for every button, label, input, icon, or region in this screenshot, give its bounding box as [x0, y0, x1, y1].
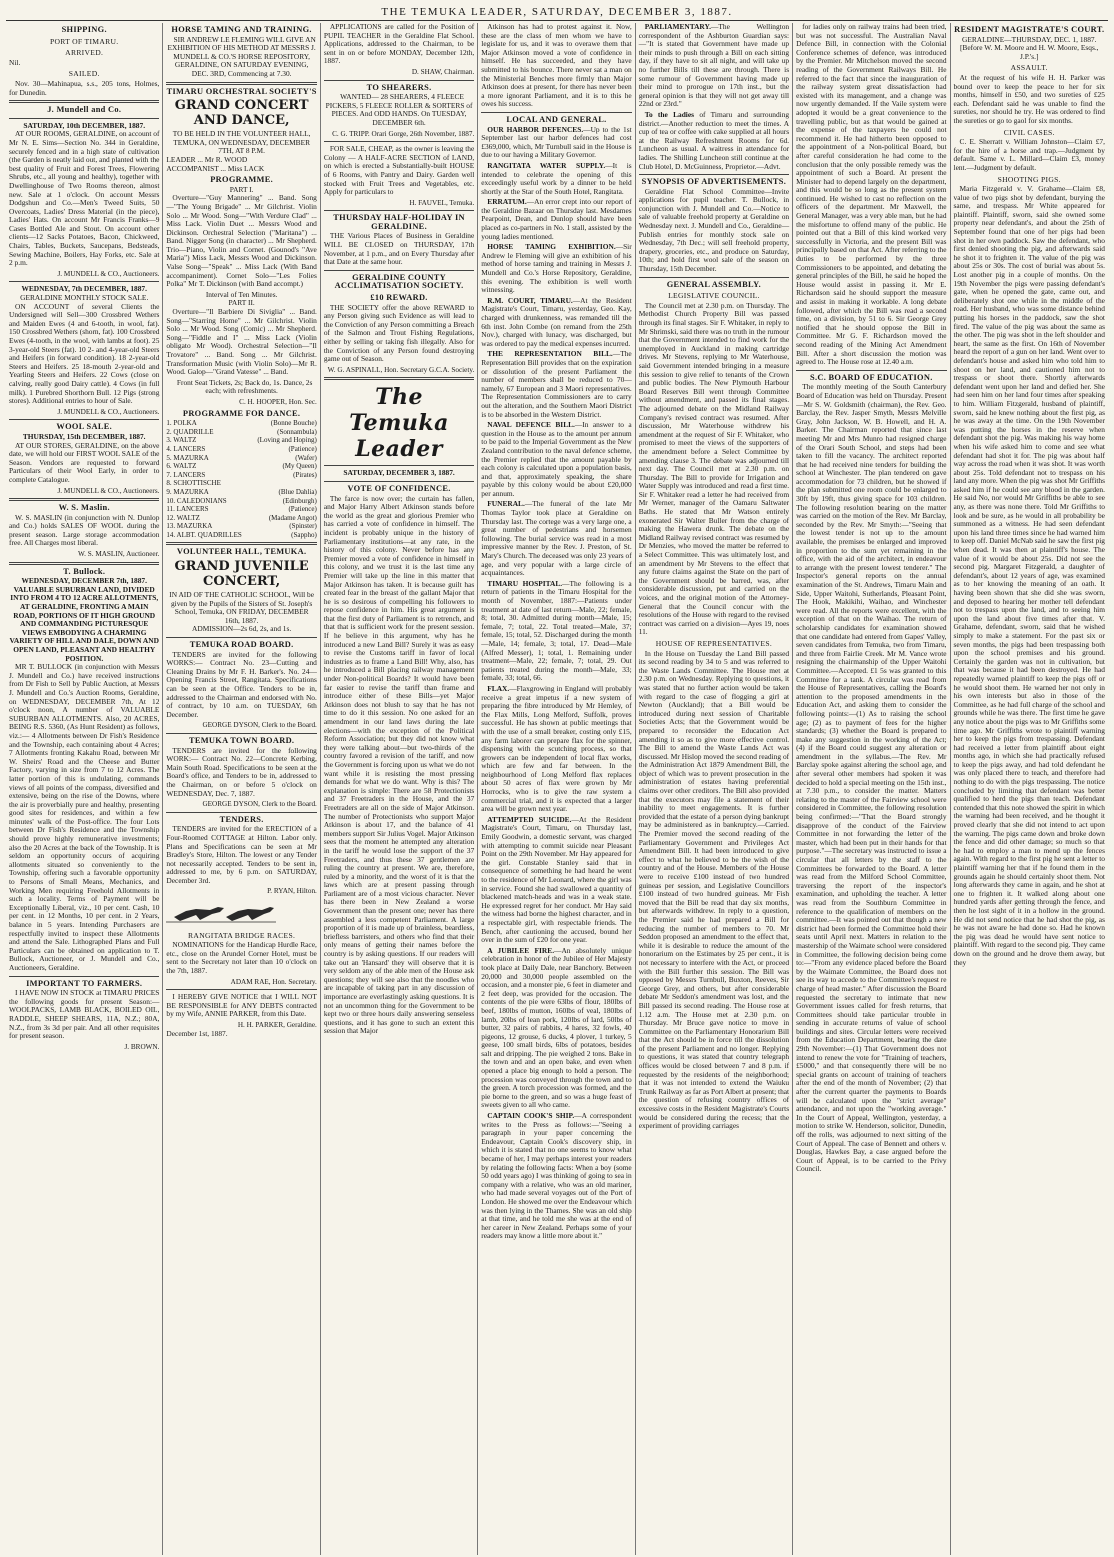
editorial-heading: VOTE OF CONFIDENCE. — [347, 483, 451, 493]
divider — [481, 112, 631, 113]
column-3 — [321, 23, 478, 1555]
farmers-text: I HAVE NOW IN STOCK at TIMARU PRICES the following goods for present Season:— WOOLPACKS, LAMB BLACK, BOILED OIL, RADDLE, SHEEP SHEARS, 11A, N.Z.; 80A, N.Z., from 3s 3d per pair. And all other requisites for present season. — [9, 988, 160, 1041]
dance-item — [166, 419, 316, 428]
news-paragraph — [481, 162, 631, 196]
column-7 — [951, 23, 1108, 1555]
dance-item — [166, 479, 316, 488]
news-paragraph — [481, 1112, 631, 1241]
paragraph-text: —At the Resident Magistrate's Court, Timaru, on Thursday last, Emily Goodwin, a domestic servant, was charged with attempting to commit suicide near Pleasant Point on the 29th November. Mr Hay appeared for the girl. Constable Stanley said that in consequence of something he had heard he went to the residence of Mr Leonard, where the girl was in service. Found she had swallowed a quantity of blackened match-heads and was in a weak state. He expressed regret for her conduct. Mr Hay said the witness had borne the highest character, and in a respectable girl, with respectable friends. The Bench, after cautioning the accused, bound her over in the sum of £20 for one year. — [481, 814, 632, 945]
tenders-text: TENDERS are invited for the ERECTION of a Four-Roomed COTTAGE at Hilton. Labor only. Plans and Specifications can be seen at Mr Bradley's Store, Hilton. The lowest or any Tender not necessarily accepted. Tenders to be sent in, addressed to me, by 6 p.m. on SATURDAY, December 3rd. — [166, 824, 317, 885]
divider — [9, 976, 159, 977]
paragraph-caption: To the Ladies — [644, 109, 695, 119]
sailed-heading: SAILED. — [68, 69, 100, 79]
dance-item — [166, 505, 316, 514]
paragraph-text: —Up to the 1st September last our harbor defences had cost £369,000, which, Mr Turnbull said in the House is due to our having a Military Governor. — [481, 124, 632, 160]
concert-banner: GRAND CONCERT AND DANCE, — [174, 98, 309, 129]
news-paragraph — [481, 243, 631, 295]
newspaper-title: The Temuka Leader — [349, 384, 449, 463]
synopsis-text: Geraldine Flat School Committee—Invite applications for pupil teacher. T. Bullock, in conjunction with J. Mundell and Co.—Notice to sale of valuable freehold property at Geraldine on Wednesday next. J. Mundell and Co., Geraldine—Publish entries for monthly stock sale on Wednesday, 7th Dec.; will sell freehold property, drapery, groceries, etc., and produce on Saturday, 10th; and hold first wool sale of the season on Thursday, 15th December. — [638, 186, 790, 274]
dance-name: 11. LANCERS — [166, 505, 209, 514]
bullock-text: MR T. BULLOCK (in conjunction with Messrs J. Mundell and Co.) have received instructions from Dr Fish to Sell by Public Auction, at Messrs J. Mundell and Co.'s Auction Rooms, Geraldine, on WEDNESDAY, DECEMBER 7th, At 12 o'clock noon, A number of VALUABLE SUBURBAN ALLOTMENTS. Also, 20 ACRES, BEING R.S. 5360, (As Hunt Resident) as follows, viz.:— 4 Allotments between Dr Fish's Residence and the Township, each containing about 4 Acres; 7 Allotments fronting Kakahu Road, between Mr W. Sheirs' Road and the Cheese and Butter Factory, varying in size from 7 to 12 Acres. The latter portion of this is undulating, commands views of all points of the compass, diversified and extensive, being on the rise of the Downs, where the air is proverbially pure and healthy, presenting good sites for residences, and within a few minutes' walk of the Post-office. The four Lots between Dr Fish's Residence and the Township should prove highly remunerative investments; also the 20 Acres at the back of the Township. It is seldom an opportunity occurs of acquiring allotments situated so conveniently to the Township, offering such a favorable opportunity to Persons of Small Means, Mechanics, and Working Men requiring Freehold Allotments in such a locality. Terms of Payment will be Exceptionally Liberal, viz., 10 per cent. Cash, 10 per cent. in 12 Months, 10 per cent. in 2 Years, balance in 5 years. Intending Purchasers are respectfully invited to inspect these Allotments and attend the Sale. Lithographed Plans and Full Particulars can be obtained on application to T. Bullock, Auctioneer, or J. Mundell and Co., Auctioneers, Geraldine. — [9, 662, 160, 972]
dance-name: 7. LANCERS — [166, 470, 206, 479]
dance-tune: (Loving and Hoping) — [257, 436, 317, 445]
divider — [324, 465, 474, 466]
townboard-heading: TEMUKA TOWN BOARD. — [188, 735, 295, 745]
court-bench: [Before W. M. Moore and H. W. Moore, Esqs., J.P.'s.] — [959, 43, 1099, 61]
programme-items: Overture—"Il Barbiere Di Siviglia" ... Band. Song—"Starring Home" ... Mr Gilchrist. Violin Solo ... Mr Wood. Song (Comic) ... Mr Shepherd. Song—"Fiddle and I" ... Miss Lack (Violin obligato Mr Wood). Orchestral Selection—"Il Trovatore" ... Band. Song ... Mr Gilchrist. Transformation Music (with Violin Solo)—Mr R. Wood. Galop—"Grand Vatesse" ... Band. — [166, 307, 317, 377]
column-2 — [163, 23, 320, 1555]
pigs-text: Maria Fitzgerald v. V. Grahame—Claim £8, value of two pigs shot by defendant, burying the same, and trespass. Mr White appeared for plaintiff. Plaintiff, sworn, said she owned some property near defendant's, and about the 25th of September found that one of her pigs had been shot in her own paddock. Saw the defendant, who first denied shooting the pig, and afterwards said he shot it to frighten it. The value of the pig was about 25s or 30s. The cost of burial was about 5s. Lost another pig in a couple of months. On the 19th November the pigs were passing defendant's gate, when he opened the gate, came out, and deliberately shot one while in the middle of the road. Her husband, who was some distance behind putting his horses in the paddock, saw the shot fired. The value of the pig was about the same as the other. The pig was shot in the left shoulder and heart, the same as the first. On 16th of November heard the report of a gun on her land. Went over to defendant's house and asked him who told him to shoot on her land, and cautioned him not to trespass or shoot there. Shortly afterwards defendant went upon her land and defied her. She had seen him on her land four times after speaking to him. William Fitzgerald, husband of plaintiff, sworn, said he knew nothing about the first pig, as he was away at the time. On the 19th November was putting the horses in the reserve when defendant shot the pig. Was making his way home when his wife asked him to come and see what defendant had shot it for. The pig was about half way across the road when it was shot. It was worth about 25s. Told defendant not to trespass on his land any more. When the pig was shot Mr Griffiths asked him if he could see any blood in the garden. He said No, nor would Mr Griffiths be able to see any, as there was none there. Told Mr Griffiths to look and be sure, as he would in all probability be summoned as a witness. He had seen defendant upon his land three times since he had warned him to keep off. Daniel McNab said he saw the first pig when dead. It was then at plaintiff's house. The value of it would be about 25s. Did not see the second pig. Margaret Fitzgerald, a daughter of defendant's, about 12 years of age, was examined as to her knowing the meaning of an oath. It having been shown that she did she was sworn, and deposed to hearing her mother tell defendant not to trespass upon the land, and to seeing him upon the land about five times after that. V. Grahame, defendant, sworn, said that he wished simply to make a statement. For the past six or seven months, the pigs had been trespassing both upon the school premises and his ground. Certainly the garden was not in cultivation, but that was because it had been destroyed. He had repeatedly warned plaintiff to keep the pigs off or he would shoot them. He warned her not only in his own interests but also in those of the Committee, as he had full charge of the school and grounds while he was there. The first time he gave any notice about the pigs was to Mr Griffiths some time ago. Mr Griffiths wrote to plaintiff warning her to keep the pigs from trespassing. Defendant had received a letter from plaintiff about eight months ago, in which she had practically refused to keep the pigs away, and had told defendant he was only placed there to teach, and therefore had nothing to do with the pigs trespassing. The notice concluded by limiting that defendant was better qualified to herd the pigs than teach. Defendant contended that this note showed the spirit in which the warning had been received, and he thought it proved clearly that she did not intend to act upon the warning. The pigs came down and broke down the fence and did other damage; so much so that he had to employ a man to mend up the fences again. With regard to the first pig he sent a letter to plaintiff warning her that if he found them in the grounds again he should certainly shoot them. Not long afterwards they came in again, and he shot at one to frighten it. It walked along about one hundred yards after getting through the fence, and then he lost sight of it in a hollow in the ground. He did not send notice that he had shot the pig, as he was not aware he had done so. Had he known the pig was dead he would have sent notice to plaintiff. With regard to the second pig. They came down on the ground and he drove them away, but they — [953, 184, 1105, 967]
news-paragraph — [481, 685, 631, 814]
dance-name: 10. CALEDONIANS — [166, 496, 227, 505]
paragraph-caption: FLAX. — [487, 683, 510, 693]
news-paragraph — [639, 23, 789, 109]
dance-name: 2. QUADRILLE — [166, 427, 214, 436]
news-paragraph — [481, 816, 631, 945]
advertiser-heading: W. S. Maslin. — [58, 503, 110, 513]
news-paragraph — [481, 126, 631, 160]
interval-note: Interval of Ten Minutes. — [205, 289, 278, 299]
dance-name: 14. ALBT. QUADRILLES — [166, 530, 242, 539]
signature: J. BROWN. — [124, 1042, 160, 1051]
sale-text: ON ACCOUNT of several Clients the Undersigned will Sell—300 Crossbred Wethers and Maiden Ewes (4 and 6-tooth, in wool, fat). 150 Crossbred Wethers (shorn, fat). 100 Crossbred Ewes (4-tooth, in the wool, with lambs at foot). 25 3-year-old Steers (fat). 10 2- and 4-year-old Steers and Heifers (in forward condition). 18 2-year-old Steers and Heifers. 25 18-mouth 2-year-old and Yearling Steers and Heifers. 22 Cows (close on calving, really good Dairy cattle). 4 Cows (in full milk). 1 Purebred Shorthorn Bull. 12 Pigs (strong stores). Additional entries to hour of Sale. — [9, 301, 160, 406]
dance-tune: (Patience) — [288, 444, 317, 453]
divider — [9, 100, 159, 103]
paragraph-caption: A JUBILEE FIRE. — [487, 945, 555, 955]
sale-date: WEDNESDAY, 7th DECEMBER, 1887. — [21, 284, 147, 294]
dance-item — [166, 462, 316, 471]
paragraph-text: —Flaxgrowing in England will probably receive a great impetus if a new system of preparing the fibre introduced by Mr Hemley, of the Flax Mills, Long Melford, Suffolk, proves successful. He has shown at public meetings that with the use of a small breaker, costing only £15, any farm laborer can prepare flax for the spinner, dispensing with the scutching process, so that growers can be independent of local flax works, which are few and far between. In the neighbourhood of Long Melford flax replaces about 50 acres of flax were grown by Mr Horrocks, who is to give the raw system a commercial trial, and it is expected that a larger area will be grown next year. — [481, 683, 632, 814]
assembly-heading: GENERAL ASSEMBLY. — [666, 279, 762, 289]
assault-text: At the request of his wife H. H. Parker was bound over to keep the peace to her for six months, himself in £50, and two sureties of £25 each. Defendant said he was unable to find the sureties, nor should he try. He was ordered to find the sureties or go to gaol for six months. — [953, 72, 1105, 125]
dance-item — [166, 497, 316, 506]
divider — [324, 141, 474, 142]
signature: ADAM RAE, Hon. Secretary. — [230, 977, 317, 986]
court-heading: RESIDENT MAGISTRATE'S COURT. — [954, 25, 1105, 34]
horse-text: SIR ANDREW LE FLEMING WILL GIVE AN EXHIBITION OF HIS METHOD AT MESSRS J. MUNDELL & CO.'S HORSE REPOSITORY, GERALDINE, ON SATURDAY EVENING, DEC. 3RD, Commencing at 7.30. — [167, 34, 316, 78]
orchestral-heading: TIMARU ORCHESTRAL SOCIETY'S — [166, 86, 317, 96]
dance-tune: (Blue Dahlia) — [278, 487, 317, 496]
sale-date: THURSDAY, 15th DECEMBER, 1887. — [22, 431, 146, 441]
signature: W. G. ASPINALL, Hon. Secretary G.C.A. Society. — [327, 365, 475, 374]
paragraph-caption: FUNERAL. — [487, 499, 525, 509]
port-heading: PORT OF TIMARU. — [49, 36, 119, 46]
dance-name: 12. WALTZ — [166, 513, 200, 522]
dance-item — [166, 428, 316, 437]
divider — [324, 481, 474, 482]
signature: H. H. PARKER, Geraldine. — [237, 1021, 317, 1029]
dance-tune: (Pirates) — [293, 470, 317, 479]
civil-text: C. E. Sherratt v. William Johnston—Claim £7, for the hire of a horse and trap.—Judgment by default. Same v. L. Millard—Claim £3, money lent.—Judgment by default. — [953, 137, 1105, 172]
signature: J. MUNDELL & CO., Auctioneers. — [57, 486, 160, 495]
paragraph-text: of Timaru and surrounding district.—Another reduction to meet the times. A cup of tea or coffee with cake supplied at all hours at the Railway Refreshment Rooms for 6d. Luncheon as usual. A waitress in attendance for ladies. The Shilling Luncheon still continue at the Club Hotel, D. McGuinness, Proprietor.—Advt. — [638, 109, 790, 171]
dance-name: 13. MAZURKA — [166, 522, 213, 531]
paragraph-text: —An absolutely unique celebration in honor of the Jubilee of Her Majesty took place at Daily Dale, near Banchory. Between 20,000 and 30,000 people assembled on the occasion, and a monster pie, 6 feet in diameter and 2 feet deep, was provided for the occasion. The contents of the pie were 63lbs of flour, 180lbs of beef, 180lbs of mutton, 160lbs of veal, 180lbs of lamb, 20lbs of lean pork, 120lbs of lard, 50lbs of butter, 32 pairs of rabbits, 4 hares, 32 fowls, 40 pigeons, 12 grouse, 6 ducks, 4 plover, 1 turkey, 5 geese, 100 small birds, 6lbs of potatoes, besides salt and dripping. The pie weighed 2 tons. Bake in the town and and an open bake, and even when opened a place big enough to hold a person. The procession was conveyed through the town and to the green. A torch procession was formed, and the pie borne to the green, and so was a huge feast of sweets given to all who came. — [481, 945, 632, 1110]
news-paragraph — [481, 198, 631, 241]
pigs-heading: SHOOTING PIGS. — [997, 174, 1061, 184]
dance-name: 3. WALTZ — [166, 436, 197, 445]
part-heading: PART I. — [229, 184, 254, 194]
signature: C. H. HOOPER, Hon. Sec. — [239, 397, 317, 406]
divider — [166, 542, 316, 545]
news-paragraph — [481, 297, 631, 349]
pupil-teacher-text: APPLICATIONS are called for the Position of PUPIL TEACHER in the Geraldine Flat School. Applications, addressed to the Chairman, to be sent in on or before MONDAY, December 12th, 1887. — [323, 23, 475, 66]
signature: GEORGE DYSON, Clerk to the Board. — [202, 800, 317, 809]
civil-heading: CIVIL CASES. — [1003, 127, 1055, 137]
dance-name: 6. WALTZ — [166, 462, 197, 471]
dance-item — [166, 488, 316, 497]
dance-item — [166, 514, 316, 523]
sale-heading: GERALDINE MONTHLY STOCK SALE. — [20, 293, 149, 303]
paragraph-text: —The Representation Bill provides that on the expiration or dissolution of the present Parliament the number of members shall be reduced to 70—namely, 67 European and 3 Maori representatives. The Representation Commissioners are to carry out the alteration, and the Southern Maori District is to be absorbed in the Western District. — [481, 349, 632, 419]
paragraph-caption: ATTEMPTED SUICIDE. — [487, 814, 572, 824]
programme-items: Overture—"Guy Mannering" ... Band. Song—"The Young Brigade" ... Mr Gilchrist. Violin Solo ... Mr Wood. Song—"With Verdure Clad" ... Miss Lack. Violin Duet ... Messrs Wood and Dickinson. Orchestral Selection ("Maritana") ... Band. Nigger Song (in character) ... Mr Shepherd. Trio—Piano, Violin and Cornet. (Gounod's "Ave Maria") Miss Lack, Messrs Wood and Dickinson. Valse Song—"Speak" ... Miss Lack (With Band accompaniment). Cornet Solo—"Les Folies Polka" Mr T. Dickinson (with Band accompt.) — [166, 193, 317, 289]
juvenile-text: IN AID OF THE CATHOLIC SCHOOL, Will be given by the Pupils of the Sisters of St. Joseph's School, Temuka, ON FRIDAY, DECEMBER 16th, 1887. — [169, 590, 315, 625]
paragraph-caption: CAPTAIN COOK'S SHIP. — [487, 1111, 575, 1121]
editorial-continued: Atkinson has had to protest against it. Now, these are the class of men whom we have to legislate for us, and it was to overawe them that Major Atkinson moved a vote of confidence in himself. He has succeeded, and they have submitted to his bounce. There never sat a man on the Ministerial Benches more firmly than Major Atkinson does at present, for there has never been a more ignorant Parliament, and it is to this he owes his success. — [481, 23, 632, 109]
holiday-heading: THURSDAY HALF-HOLIDAY IN GERALDINE. — [333, 213, 465, 231]
paragraph-caption: OUR HARBOR DEFENCES. — [487, 124, 584, 134]
maslin-text: W. S. MASLIN (in conjunction with N. Dunlop and Co.) holds SALES OF WOOL during the present season. Large storage accommodation free. All Charges most liberal. — [9, 512, 160, 548]
board-text: The monthly meeting of the South Canterbury Board of Education was held on Thursday. Present—Mr S. W. Goldsmith (chairman), the Rev. Geo. Barclay, the Rev. Jasper Smyth, Messrs Melville Gray, John Jackson, W. B. Howell, and H. A. Barker. The Chairman reported that since last meeting Mr and Mrs Munro had resigned charge of the Orari South School, and steps had been taken to fill the vacancy. The architect reported that he had received nine tenders for building the school at Winchester. The plan tendered on gave accommodation for 73 children, but he showed if the plan submitted one room could be enlarged to 30ft by 19ft, thus giving space for 103 children. The following resolution bearing on the matter was carried on the motion of the Rev. Mr Barclay, seconded by the Rev. Mr Smyth:—"Seeing that the lowest tender is not up to the amount available, the premises be enlarged and improved in proportion to the sum yet remaining in the office, with the aid of the architect, in endeavour to arrange with the present lowest tenderer." The Inspector's general reports on the annual examination of the St. Andrews, Timaru Main and Side, Upper Waitohi, Sutherlands, Pleasant Point, The Hook, Makikihi, Waihao, and Winchester were read. All the reports were excellent, with the exception of that on the Waihao. The return of scholarship candidates for examination showed that one candidate had entered from Gapes' Valley, seven candidates from Temuka, two from Timaru, and three from Fairlie Creek. Mr M. Vance wrote resigning the chairmanship of the Upper Waitohi Committee.—Accepted. £1 5s was granted to this Committee for a tank. A circular was read from the House of Representatives, calling the Board's attention to the proposed amendments in the Education Act, and asking them to consider the following points:—(1) As to raising the school age; (2) as to payment of fees for the higher standards; (3) whether the Board is prepared to make any suggestion in the working of the Act; (4) if the Board could suggest any alteration or amendment in the syllabus.—The Rev. Mr Barclay spoke against altering the school age, and after several other members had spoken it was decided to hold a special meeting on the 15th inst., at 7.30 p.m., to consider the matter. Matters relating to the master of the Fairview school were considered in Committee, the following resolution being confirmed:—"That the Board strongly disapprove of the conduct of the Fairview Committee in not forwarding the letter of the master, which had been put in their hands for that purpose."—The secretary was instructed to issue a circular that all letters by the staff to the Committees be forwarded to the Board. A letter was read from the Milford School Committee, traversing the report of the inspector's examination, and upholding the teacher. A letter was read from the Southburn Committee in reference to the qualification of members on the committee.—It was pointed out that though a new district had been formed the Committee hold their seats until April next. Matters in relation to the mastership of the Waimate school were considered in Committee, the following decision being come to:—"From any evidence placed before the Board by the Waimate Committee, the Board does not see its way to accede to the Committee's request re charge of head master." After discussion the Board requested the secretary to intimate that new Government issues called for fresh returns, that Committees should take particular trouble in sending in accurate returns of value of school buildings and sites. Circular letters were received from the Education Department, bearing the date 29th November:—(1) That Government does not intend to renew the vote for "Training of teachers, £5000," and that consequently there will be no special grants on account of training of teachers after the end of the month of November; (2) that after the current quarter the payments to Boards will be calculated upon the "strict average" attendance, and not upon the "working average." In the Court of Appeal, Wellington, yesterday, a motion to strike W. Henderson, solicitor, Dunedin, off the rolls, was adjourned to next sitting of the Court of Appeal. The case of Bennett and others v. Douglas, Hawkes Bay, a case argued before the Court of Appeal, is to be carried to the Privy Council. — [796, 382, 947, 1174]
tickets-text: Front Seat Tickets, 2s; Back do, 1s. Dance, 2s each; with refreshments. — [176, 377, 313, 396]
signature: J. MUNDELL & CO., Auctioneers. — [57, 407, 160, 416]
council-text: The Council met at 2.30 p.m. on Thursday. The Methodist Church Property Bill was passed through its final stages. Sir F. Whitaker, in reply to Mr Shrimski, said there was no truth in the rumour that the Government intended to find work for the unemployed in Auckland in making cartridge drives. Mr Stevens, replying to Mr Waterhouse, said Government intended bringing in a measure this session to give relief to tenants of the Crown and public bodies. The New Plymouth Harbour Board Reserves Bill went through Committee without amendment, and passed its final stages. The adjourned debate on the Midland Railway Company's revised contract was resumed. After discussion, Mr Waterhouse withdrew his amendment at the request of Sir F. Whitaker, who promised to meet the views of the supporters of the amendment before a Select Committee by amending clause 3. The debate was adjourned till next day. The Council met at 2.30 p.m. on Thursday. The Bill to provide for Irrigation and Water Supply was introduced and read a first time. Sir F. Whitaker read a letter he had received from Mr Werner, manager of the Oamaru Saltwater Baths. He stated that Mr Watson entirely exonerated Sir Walter Buller from the charge of making the Hawera drunk. The debate on the Midland Railway revised contract was resumed by Dr Menzies, who moved the matter be referred to a Select Committee. This was ultimately lost, and an amendment by Mr Stevens to the effect that any future claims against the State on the part of the Government should be barred, was, after considerable discussion, put and carried on the voices, and the original motion of the Attorney-General that the Council concur with the resolutions of the House with regard to the revised contract was carried on a division—Ayes 19, noes 11. — [638, 300, 790, 637]
divider — [166, 989, 316, 990]
sale-text: AT OUR ROOMS, GERALDINE, on account of Mr N. E. Sims—Section No. 344 in Geraldine, securely fenced and in a high state of cultivation (the Garden is neatly laid out, and planted with the best quality of Fruit and Forest Trees, Flowering Shrubs, etc., all young and healthy), together with Dwellinghouse of Two Rooms thereon, almost new. Sale at 1 o'clock. On account Messrs Dodgshun and Co.—Men's Tweed Suits, 50 Overcoats, Ladies' Dress Material (in the piece), Ladies' Hats. On account Mr Francis Franks—9 Cases Bottled Ale and Stout. On account other clients—12 Sacks Potatoes, Bacon, Chickweed, Chairs, Tables, Buckets, Saucepans, Bedsteads, Sewing Machine, Boilers, Hay Forks, etc. Sale at 2 p.m. — [9, 129, 160, 268]
assault-heading: ASSAULT. — [1010, 63, 1048, 73]
column-4 — [478, 23, 635, 1555]
news-paragraph — [481, 580, 631, 683]
juvenile-heading: VOLUNTEER HALL, TEMUKA. — [176, 547, 307, 557]
notice-date: December 1st, 1887. — [166, 1028, 228, 1038]
paragraph-text: —An error crept into our report of the Geraldine Bazaar on Thursday last. Mesdames Pearpoint, Dean, and Dunlop should have been placed as co-partners in No. 1 stall, assisted by the young ladies mentioned. — [481, 197, 632, 241]
paragraph-caption: ERRATUM. — [487, 197, 527, 207]
dance-list — [166, 419, 316, 539]
divider — [639, 174, 789, 175]
signature: J. MUNDELL & CO., Auctioneers. — [57, 269, 160, 278]
house-text: In the House on Tuesday the Land Bill passed its second reading by 34 to 5 and was referred to the Waste Lands Committee. The House met at 2.30 p.m. on Wednesday. Replying to questions, it was stated that no further action would be taken with regard to the case of flogging a girl at Newton (Auckland); that a Bill would be introduced during next session of Charitable Societies Acts; that the Government would be prepared to reconsider the Education Act amending it so as to give more effective control. The Bill to amend the Waste Lands Act was discussed. Mr Hislop moved the second reading of the Administration Act 1879 Amendment Bill, the object of which was to prevent prosecution in the administration of estates having preferential claims over other creditors. The Bill also provided that the executors may file a statement of their inability to meet engagements. It is further provided that the estate of a person dying bankrupt may be administered as in bankruptcy.—Carried. The Premier moved the second reading of the Parliamentary Government and Privileges Act Amendment Bill. It had been introduced to give effect to what he believed to be the wish of the country and of the House. Members of the House were to receive £100 instead of two hundred guineas per session, and Legislative Councillors £100 instead of two hundred guineas. Mr Fish moved that the Bill be read that day six months, but afterwards withdrew. In reply to a question, the Premier said he had prepared a Bill for reducing the number of members to 70. Mr Seddon proposed an amendment to the effect that, while it is desirable to reduce the amount of the honorarium on the Estimates by 25 per cent., it is not necessary to interfere with the Act, or proceed with the Bill further this session. The Bill was opposed by Messrs Turnbull, Buxton, Reeves, Sir George Grey, and others, but after considerable debate Mr Seddon's amendment was lost, and the Bill passed its second reading. The House rose at 1.12 a.m. The House met at 2.30 p.m. on Thursday. Mr Bruce gave notice to move in Committee on the Parliamentary Honorarium Bill that the Act should be in force till the dissolution of the present Parliament and no longer. Replying to questions, it was stated that country telegraph offices would be closed between 7 and 8 p.m. if requested by the residents of the neighborhood; that it was not intended to extend the Waiuku Trunk Railway as far as Port Albert at present; that the question of refusing country offices of excessive costs in the Resident Magistrate's Courts would be considered during the recess; that the experiment of providing carriages — [638, 648, 790, 1131]
news-paragraph — [481, 350, 631, 419]
dance-name: 4. LANCERS — [166, 444, 206, 453]
paragraph-text: —At the Resident Magistrate's Court, Timaru, yesterday, Geo. Kay, charged with drunkenness, was remanded till the 6th inst. John Combe (on remand from the 25th Nov.), charged with lunacy, was discharged, but was ordered to pay the medical expenses incurred. — [481, 295, 632, 348]
divider — [9, 562, 159, 565]
paragraph-caption: R.M. COURT, TIMARU. — [487, 295, 573, 305]
dance-item — [166, 531, 316, 540]
shearers-heading: TO SHEARERS. — [366, 82, 432, 92]
paragraph-text: —In answer to a question in the House as to the amount per annum to be paid to the Imperial Government as the New Zealand contribution to the naval defence scheme, the Premier replied that the amount payable by each colony is calculated upon a population basis, and that, approximately speaking, the share payable by this colony would be about £20,000 per annum. — [481, 420, 632, 498]
paragraph-text: —The funeral of the late Mr Thomas Taylor took place at Geraldine on Thursday last. The cortege was a very large one, a great number of pedestrians and horsemen following. The burial service was read in a most impressive manner by the Rev. J. Preston, of St. Mary's Church. The deceased was only 23 years of age, and very popular with a large circle of acquaintances. — [481, 499, 632, 578]
divider — [166, 733, 316, 734]
reward-heading: £10 REWARD. — [370, 293, 428, 303]
column-5 — [636, 23, 793, 1555]
signature: C. G. TRIPP. Orari Gorge, 26th November, 1887. — [332, 129, 475, 138]
dance-tune: (Edinburgh) — [282, 496, 317, 505]
acclimatisation-heading: GERALDINE COUNTY ACCLIMATISATION SOCIETY. — [334, 272, 464, 291]
divider — [9, 281, 159, 282]
divider — [9, 419, 159, 420]
horse-heading: HORSE TAMING AND TRAINING. — [171, 25, 312, 34]
paragraph-text: —It is intended to celebrate the opening of this exceedingly useful work by a dinner to be held shortly at the Star of the South Hotel, Rangitata. — [481, 160, 632, 196]
arrived-text: Nil. — [9, 57, 21, 67]
paragraph-caption: TIMARU HOSPITAL. — [487, 578, 563, 588]
accompanist-line: ACCOMPANIST ... Miss LACK — [166, 163, 265, 173]
paragraph-text: —The following is a return of patients in the Timaru Hospital for the month of November, 1887:—Patients under treatment at date of last return—Male, 22; female, 8; total, 30. Admitted during month—Male, 15; female, 7; total, 22. Total treated—Male, 37; female, 15; total, 52. Discharged during the month—Male, 14; female, 3; total, 17. Dead—Male (Alfred Messer), 1; total, 1. Remaining under treatment—Male, 22; female, 7; total, 29. Out patients treated during the month—Male, 33; female, 33; total, 66. — [481, 578, 632, 683]
wool-text: AT OUR STORES, GERALDINE, on the above date, we will hold our FIRST WOOL SALE of the Season. Vendors are requested to forward Particulars of their Wool Early, in order to complete Catalogue. — [9, 440, 160, 484]
signature: H. FAUVEL, Temuka. — [409, 198, 475, 207]
divider — [324, 270, 474, 271]
arrived-heading: ARRIVED. — [65, 48, 104, 58]
wool-heading: WOOL SALE. — [56, 422, 112, 432]
dance-item — [166, 454, 316, 463]
column-6 — [793, 23, 950, 1555]
dance-tune: (Sappho) — [291, 530, 317, 539]
signature: D. SHAW, Chairman. — [411, 67, 475, 76]
divider — [9, 118, 159, 119]
divider — [9, 498, 159, 501]
news-paragraph — [481, 947, 631, 1110]
paragraph-caption: THE REPRESENTATION BILL. — [487, 349, 613, 359]
columns — [6, 23, 1108, 1555]
sailed-text: Nov. 30—Mahinapua, s.s., 205 tons, Holmes, for Dunedin. — [9, 78, 160, 97]
tenders-heading: TENDERS. — [219, 814, 264, 824]
divider — [324, 377, 474, 380]
admission-text: ADMISSION—2s 6d, 2s, and 1s. — [192, 624, 292, 634]
divider — [166, 812, 316, 813]
races-heading: RANGITATA BRIDGE RACES. — [188, 930, 296, 940]
dance-tune: (Bonne Bouche) — [270, 419, 317, 428]
signature: GEORGE DYSON, Clerk to the Board. — [202, 721, 317, 730]
house-continued: for ladies only on railway trains had been tried, but was not successful. The Australian Naval Defence Bill, in connection with the Colonial Conference schemes of defence, was introduced by the Premier. Mr Mitchelson moved the second reading of the Government Railways Bill. He referred to the fact that since the inauguration of the railway system great dissatisfaction had existed with its management, and a change was now urgently demanded. If the Vaile system were adopted it would be a great convenience to the travelling public, but as that would be gained at the expense of the taxpayers he could not recommend it. He had hitherto been opposed to the appointment of a Non-political Board, but after careful consideration he had come to the conclusion that the only possible remedy was the appointment of such a Board. At present the Minister had to depend largely on the department, and this would be so long as the present system continued. He wished to cast no reflection on the officers of the department. Mr Maxwell, the General Manager, was a very able man, but he had the misfortune to offend many of the public. He pointed out that a Bill of this kind worked very successfully in Victoria, and the present Bill was principally based on that Act. After referring to the duties to be performed by the three Commissioners to be appointed, and debating the general principles of the Bill, he said he hoped the House would assist in passing it. Mr E. Richardson said he should support the measure and assist in making it workable. A long debate followed, after which the Bill was read a second time, on a division, by 51 to 6. Sir George Grey notified that he should oppose the Bill in Committee. Mr G. F. Richardson moved the second reading of the Mining Act Amendment Bill. After a short discussion the motion was agreed to. The House rose at 12.40 a.m. — [796, 23, 947, 367]
sale-date: WEDNESDAY, DECEMBER 7th, 1887. — [21, 576, 147, 586]
farmers-heading: IMPORTANT TO FARMERS. — [26, 978, 143, 988]
board-heading: S.C. BOARD OF EDUCATION. — [810, 372, 933, 382]
dance-name: 9. MAZURKA — [166, 487, 209, 496]
paragraph-caption: NAVAL DEFENCE BILL. — [487, 420, 575, 430]
dance-tune: (Wafer) — [295, 453, 317, 462]
dance-tune: (Madame Angot) — [268, 513, 317, 522]
council-heading: LEGISLATIVE COUNCIL. — [668, 291, 760, 301]
dance-tune: (Sonnambula) — [277, 427, 317, 436]
column-1 — [6, 23, 163, 1555]
news-paragraph — [481, 421, 631, 498]
leader-line: LEADER ... Mr R. WOOD — [166, 154, 248, 164]
part-heading: PART II. — [228, 298, 255, 308]
races-text: NOMINATIONS for the Handicap Hurdle Race, etc., close on the Arundel Corner Hotel, must be sent to the Secretary not later than 10 o'clock on the 7th, 1887. — [166, 940, 317, 976]
local-heading: LOCAL AND GENERAL. — [506, 114, 607, 124]
notice-text: I HEREBY GIVE NOTICE that I WILL NOT BE RESPONSIBLE for ANY DEBTS contracted by my Wife, ANNIE PARKER, from this Date. — [166, 992, 317, 1019]
paragraph-text: —The Wellington correspondent of the Ashburton Guardian says:—"It is stated that Government have made up their minds to push through a Bill on each sitting day, if they have to sit all night, and will take up no further Bills till these are through. There is some rumour of Government having made up their mind to prorogue on 17th inst., but the general opinion is that they will not get away till 22nd or 23rd." — [638, 23, 790, 109]
paragraph-text: —Sir Andrew le Fleming will give an exhibition of his method of horse taming and training in Messrs J. Mundell and Co.'s Horse Repository, Geraldine, this evening. The exhibition is well worth witnessing. — [481, 242, 632, 295]
townboard-text: TENDERS are invited for the following WORK:— Contract No. 22—Concrete Kerbing, Main South Road. Specifications to be seen at the Board's office, and Tenders to be in, addressed to the Chairman, on or before 5 o'clock on WEDNESDAY, Dec. 7, 1887. — [166, 745, 317, 798]
roadboard-heading: TEMUKA ROAD BOARD. — [189, 640, 294, 650]
paragraph-text: —A correspondent writes to the Press as follows:—"Seeing a paragraph in your paper concerning the Endeavour, Captain Cook's discovery ship, in which it is stated that no one seems to know what became of her, I may perhaps interest your readers by relating the following facts: When a boy (some 50 odd years ago) I was thinking of going to sea in company with a relative, who was an old mariner, who had made several voyages out of the Port of London. He showed me over the Endeavour which was then lying in the Thames. She was an old ship at that time, and he told me she was at the end of her career in New Zealand. Perhaps some of your readers may know a little more about it." — [481, 1111, 632, 1241]
juvenile-banner: GRAND JUVENILE CONCERT, — [174, 559, 309, 590]
local-items — [481, 126, 631, 1241]
dance-item — [166, 471, 316, 480]
dance-item — [166, 522, 316, 531]
concert-venue: TO BE HELD IN THE VOLUNTEER HALL, TEMUKA, ON WEDNESDAY, DECEMBER 7TH, AT 8 P.M. — [172, 129, 311, 156]
dance-name: 5. MAZURKA — [166, 453, 209, 462]
dance-name: 8. SCHOTTISCHE — [166, 479, 221, 488]
dance-heading: PROGRAMME FOR DANCE. — [182, 408, 301, 418]
dance-tune: (My Queen) — [282, 462, 317, 471]
paragraph-caption: RANGITATA WATER SUPPLY. — [487, 160, 606, 170]
racehorse-illustration-icon — [166, 899, 276, 923]
land-heading: VALUABLE SUBURBAN LAND, DIVIDED INTO FROM 4 TO 12 ACRE ALLOTMENTS, AT GERALDINE, FRONTING A MAIN ROAD, PORTIONS OF IT HIGH GROUND AND COMMANDING PICTURESQUE VIEWS EMBODYING A CHARMING VARIETY OF HILL AND DALE, DOWN AND OPEN LAND, PLEASANT AND HEALTHY POSITION. — [9, 584, 159, 663]
divider — [796, 370, 946, 371]
shearers-text: WANTED— 28 SHEARERS, 4 FLEECE PICKERS, 5 FLEECE ROLLER & SORTERS of PIECES. And ODD HANDS. On TUESDAY, DECEMBER 6th. — [325, 92, 473, 127]
paragraph-caption: PARLIAMENTARY. — [644, 23, 712, 31]
reward-text: THE SOCIETY offer the above REWARD to any Person giving such Evidence as will lead to the Conviction of any Person committing a Breach of the Salmon and Trout Fishing Regulations, either by selling or taking fish illegally. Also for the Conviction of any Person found destroying game out of Season. — [323, 302, 475, 364]
paragraph-caption: HORSE TAMING EXHIBITION. — [487, 242, 616, 252]
editorial-text: The farce is now over; the curtain has fallen, and Major Harry Albert Atkinson stands before the world as the great and glorious Premier who has carried a vote of confidence in himself. The incident is probably unique in the history of Parliamentary institutions—at any rate, in the history of this colony. Never before has any Premier moved a vote of confidence in himself in this colony, and we trust it is the last time any Premier will take up the line in this matter that Major Atkinson has taken. It is because guilt has created fear in the breast of the gallant Major that he is so desirous of compelling his followers to repose confidence in him. His great argument is that the first duty of Parliament is to retrench, and that that is sufficient work for the present session. If he believe in this argument, why has he introduced a new Land Bill? Surely it was as easy to revise the Customs tariff in favor of local industries as to frame a Land Bill! Why, also, has he introduced a Bill placing railway management under Non-political Boards? It would have been far easier to revise the tariff than frame and introduce either of these Bills—yet Major Atkinson does not blush to say that he has not time to do it this session. No one asked for an amendment in our land laws during the late elections—with the exception of the Political Reform Association; but they did not know what they were talking about—but two-thirds of the country favored a revision of the tariff, and now the Government is forcing upon us what we do not want while it is resisting the most pressing demands for what we do want. Why is this? The explanation is simple: There are 58 Protectionists and 37 Freetraders in the House, and the 37 Freetraders are all on the side of Major Atkinson. The number of Protectionists who support Major Atkinson is about 17, and the balance of 41 members support Sir Julius Vogel. Major Atkinson sees that the moment he attempted any alteration in the tariff he would lose the support of the 37 Freetraders, and thus these 37 gentlemen are ruling the country at present. We are, therefore, ruled by a minority, and the worst of it is that the laws which are at present passing through Parliament are of a most vicious character. Never has there been in New Zealand a worse Government than the present one; never has there assembled a less competent Parliament. A large proportion of it is made up of brainless, beardless, briefless barristers, and others who find that their only means of getting their names before the country is by asking questions. If our readers will take out an 'Hansard' they will observe that it is very seldom any of the able men of the House ask questions; they will see also that the noodles who are incapable of taking part in any discussion of importance are everlastingly asking questions. It is not an uncommon thing for the Government to be kept two or three hours daily answering senseless questions, and it has gone to such an extent this session that Major — [323, 493, 475, 1036]
dance-item — [166, 445, 316, 454]
divider — [166, 637, 316, 638]
dance-name: 1. POLKA — [166, 419, 197, 428]
issue-date: SATURDAY, DECEMBER 3, 1887. — [343, 468, 455, 478]
divider — [639, 277, 789, 278]
programme-heading: PROGRAMME. — [210, 175, 274, 185]
divider — [324, 80, 474, 81]
forsale-text: FOR SALE, CHEAP, as the owner is leaving the Colony — A HALF-ACRE SECTION of LAND, on which is erected a Substantially-built HOUSE of 6 Rooms, with Pantry and Dairy. Garden well stocked with Fruit Trees and Vegetables, etc. Apply for particulars to — [323, 144, 475, 197]
news-paragraph — [481, 500, 631, 577]
dance-tune: (Spinster) — [289, 522, 317, 531]
divider — [166, 82, 316, 85]
advertiser-heading: J. Mundell and Co. — [47, 105, 122, 115]
roadboard-text: TENDERS are invited for the following WORKS:— Contract No. 23—Cutting and Cleaning Drains by Mr F. H. Barker's. No. 24—Opening Francis Street, Rangitata. Specifications can be seen at the Office. Tenders to be in, addressed to the Chairman and endorsed with No. of contract, by 10 a.m. on TUESDAY, 6th December. — [166, 649, 317, 719]
section-heading: SHIPPING. — [61, 25, 107, 34]
signature: W. S. MASLIN, Auctioneer. — [78, 550, 160, 559]
divider — [324, 210, 474, 211]
house-heading: HOUSE OF REPRESENTATIVES. — [655, 638, 773, 648]
news-items — [639, 23, 789, 171]
synopsis-heading: SYNOPSIS OF ADVERTISEMENTS. — [641, 177, 787, 187]
dance-tune: (Patience) — [288, 505, 317, 514]
court-date: GERALDINE—THURSDAY, DEC. 1, 1887. — [962, 34, 1097, 44]
holiday-text: THE Various Places of Business in Geraldine WILL BE CLOSED on THURSDAY, 17th November, at 1 p.m., and on Every Thursday after that Date at the same hour. — [323, 231, 475, 267]
masthead: THE TEMUKA LEADER, SATURDAY, DECEMBER 3, 1887. — [6, 6, 1108, 21]
sale-date: SATURDAY, 10th DECEMBER, 1887. — [23, 120, 146, 130]
signature: P. RYAN, Hilton. — [267, 887, 317, 896]
dance-item — [166, 436, 316, 445]
advertiser-heading: T. Bullock. — [63, 566, 106, 576]
news-paragraph — [639, 111, 789, 171]
